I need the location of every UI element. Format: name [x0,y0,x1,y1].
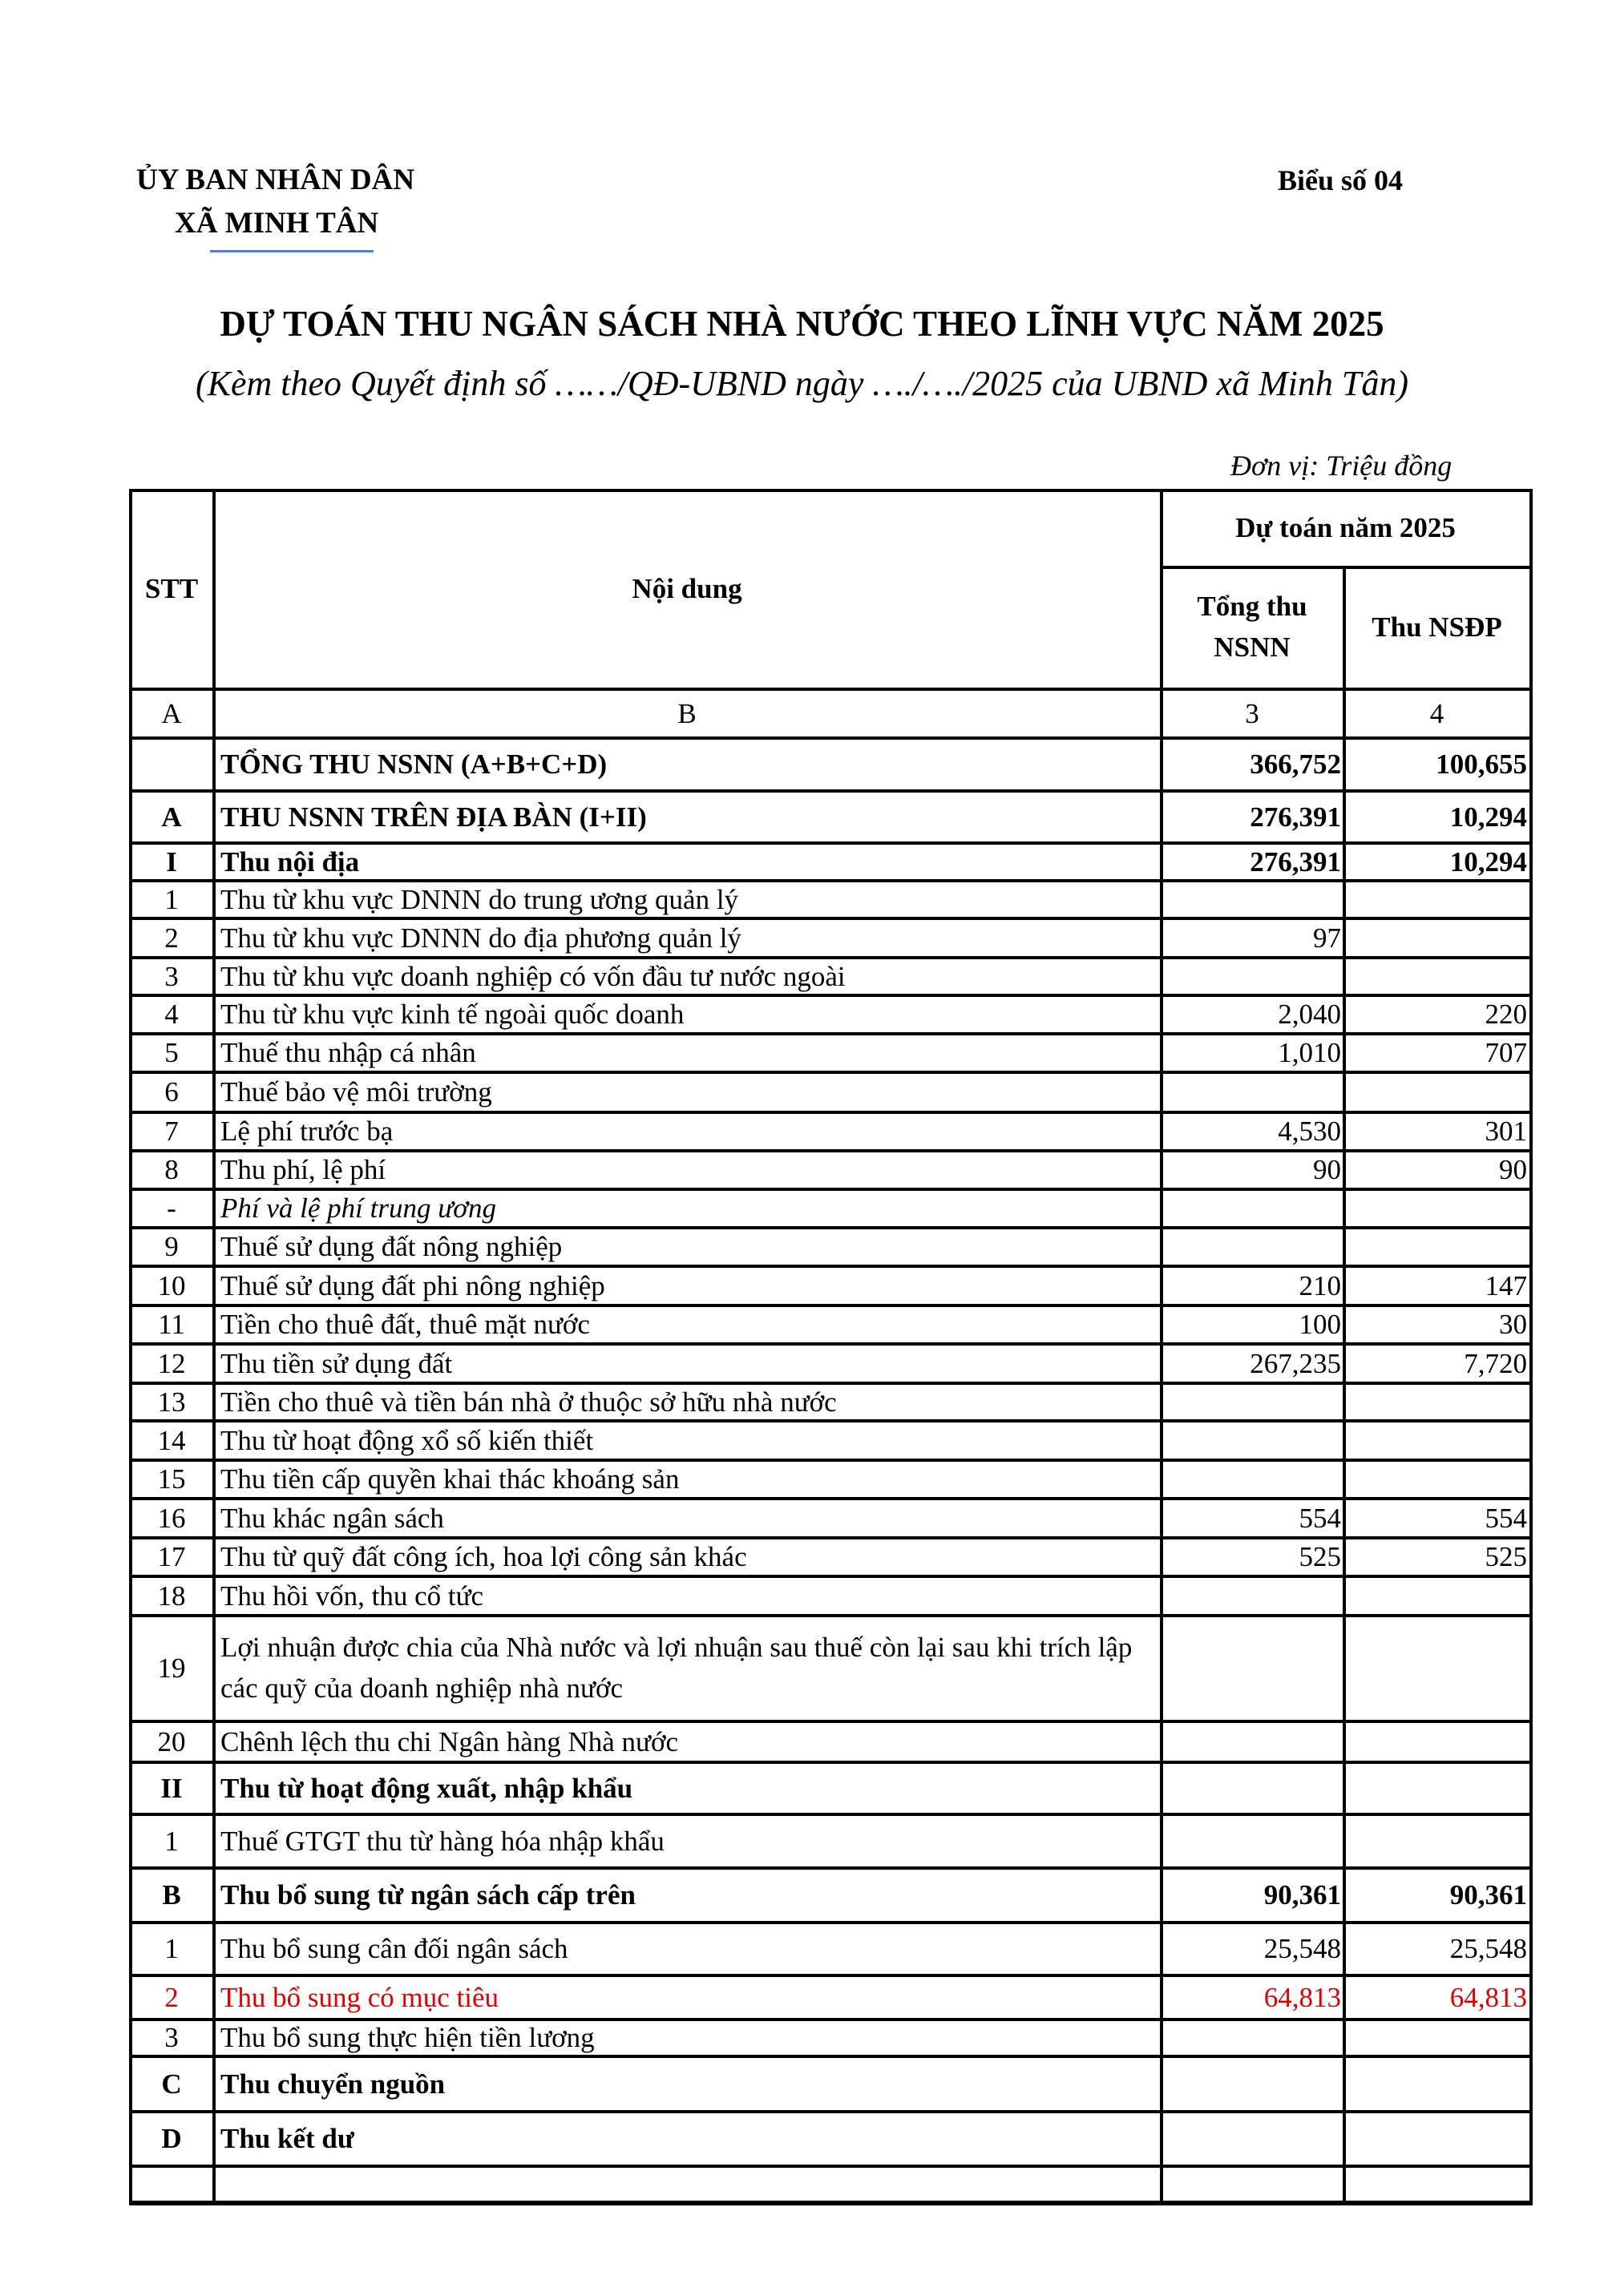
row-stt: 9 [164,1231,179,1263]
grid-hline [131,2202,1531,2205]
row-stt: 8 [164,1154,179,1186]
row-stt: - [167,1192,176,1225]
row-content: Thu từ khu vực kinh tế ngoài quốc doanh [220,999,685,1031]
row-total-value: 276,391 [1250,801,1341,833]
row-total-value [1160,2113,1341,2165]
row-total-value [1160,2168,1341,2201]
grid-hline [131,2055,1531,2058]
row-local-value [1347,882,1527,917]
row-stt: 17 [157,1541,186,1573]
row-local-value [1347,2168,1527,2201]
row-local-value [1347,2021,1527,2055]
row-content: Lệ phí trước bạ [220,1116,394,1148]
row-total-value: 90,361 [1263,1879,1341,1911]
index-total: 3 [1245,697,1259,729]
row-local-value: 90 [1499,1154,1527,1186]
row-local-value [1347,1816,1527,1866]
row-total-value: 267,235 [1250,1347,1341,1379]
grid-hline [131,1149,1531,1152]
row-content: Thu từ khu vực DNNN do địa phương quản lý [220,922,741,954]
row-total-value: 90 [1313,1154,1341,1186]
row-local-value [1347,1191,1527,1226]
row-total-value: 554 [1299,1502,1341,1534]
row-total-value [1160,1229,1341,1265]
row-total-value [1160,1074,1341,1111]
row-stt: 3 [164,2022,179,2054]
row-stt: A [161,801,182,833]
row-content: Thuế GTGT thu từ hàng hóa nhập khẩu [220,1825,665,1857]
row-stt: 14 [157,1424,186,1456]
row-total-value [1160,1764,1341,1813]
row-local-value: 10,294 [1449,801,1527,833]
row-local-value: 147 [1485,1269,1527,1301]
grid-hline [131,1111,1531,1114]
row-stt: 15 [157,1463,186,1495]
header-content: Nội dung [632,573,742,605]
row-local-value: 64,813 [1449,1981,1527,2013]
grid-hline [131,917,1531,920]
row-total-value [1160,959,1341,994]
row-total-value [1160,1617,1341,1720]
row-content: Thu tiền cấp quyền khai thác khoáng sản [220,1463,680,1495]
grid-hline [131,1761,1531,1764]
row-total-value: 2,040 [1278,999,1341,1031]
grid-hline [131,1071,1531,1074]
org-name-line1: ỦY BAN NHÂN DÂN [136,163,415,196]
grid-hline [131,1226,1531,1229]
row-local-value [1347,1723,1527,1761]
row-local-value [1347,1385,1527,1419]
row-total-value [1160,882,1341,917]
row-stt: 12 [157,1347,186,1379]
document-title: DỰ TOÁN THU NGÂN SÁCH NHÀ NƯỚC THEO LĨNH VỰC NĂM 2025 [220,304,1384,344]
header-total-revenue: Tổng thu NSNN [1197,591,1307,663]
row-total-value [1160,1816,1341,1866]
row-total-value [1160,1578,1341,1614]
row-content: Thu bổ sung có mục tiêu [220,1981,499,2013]
org-name-line2: XÃ MINH TÂN [175,207,379,240]
row-stt: 1 [164,883,179,915]
row-local-value [1347,1229,1527,1265]
row-stt: 4 [164,999,179,1031]
row-total-value [1160,1723,1341,1761]
grid-vline [212,489,216,2205]
row-content: Phí và lệ phí trung ương [220,1192,496,1225]
grid-hline [131,841,1531,845]
row-stt: I [166,845,177,878]
row-local-value [1347,1578,1527,1614]
row-total-value [1160,1462,1341,1497]
row-total-value: 64,813 [1263,1981,1341,2013]
grid-hline [131,1974,1531,1977]
row-local-value: 7,720 [1464,1347,1527,1379]
row-content: Thu bổ sung cân đối ngân sách [220,1933,568,1965]
row-stt: 16 [157,1502,186,1534]
row-stt [131,740,212,789]
row-content: Thu từ hoạt động xuất, nhập khẩu [220,1772,633,1804]
row-stt: 7 [164,1116,179,1148]
grid-hline [131,879,1531,882]
grid-hline [131,956,1531,959]
row-local-value [1347,920,1527,956]
row-content: Tiền cho thuê đất, thuê mặt nước [220,1309,590,1341]
row-stt: 5 [164,1037,179,1069]
row-stt [131,2168,212,2201]
row-content: Thuế thu nhập cá nhân [220,1037,476,1069]
row-total-value: 1,010 [1278,1037,1341,1069]
row-content: Thu từ quỹ đất công ích, hoa lợi công sản khác [220,1541,747,1573]
row-local-value: 220 [1485,999,1527,1031]
row-local-value: 100,655 [1436,749,1527,781]
form-number: Biểu số 04 [1278,164,1404,196]
row-total-value [1160,1422,1341,1459]
row-local-value [1347,2058,1527,2110]
org-underline [210,250,374,252]
row-content: Thu phí, lệ phí [220,1154,386,1186]
row-local-value: 707 [1485,1037,1527,1069]
row-total-value: 210 [1299,1269,1341,1301]
row-content: Thuế sử dụng đất nông nghiệp [220,1231,563,1263]
header-stt: STT [144,573,199,605]
row-content: Thu từ khu vực doanh nghiệp có vốn đầu tư nước ngoài [220,960,846,992]
row-content: Thuế bảo vệ môi trường [220,1076,492,1108]
row-stt: 3 [164,960,179,992]
grid-hline [131,1304,1531,1307]
row-stt: II [160,1772,183,1804]
row-local-value: 10,294 [1449,845,1527,878]
row-local-value [1347,1764,1527,1813]
grid-hline [131,789,1531,793]
row-stt: D [161,2123,182,2155]
row-content: Thu tiền sử dụng đất [220,1347,453,1379]
grid-hline [131,1813,1531,1816]
row-content: Thu kết dư [220,2123,354,2155]
row-stt: B [162,1879,181,1911]
row-local-value [1347,1074,1527,1111]
row-total-value [1160,1385,1341,1419]
row-local-value [1347,2113,1527,2165]
grid-vline [129,489,132,2205]
grid-hline [131,1614,1531,1617]
row-content: Thu bổ sung từ ngân sách cấp trên [220,1879,636,1911]
row-stt: 1 [164,1825,179,1857]
row-total-value [1160,1191,1341,1226]
row-stt: 19 [157,1652,186,1685]
row-local-value [1347,1462,1527,1497]
row-local-value: 90,361 [1449,1879,1527,1911]
grid-hline [131,1921,1531,1924]
row-stt: 11 [158,1309,185,1341]
row-local-value: 30 [1499,1309,1527,1341]
grid-hline [131,2018,1531,2021]
row-content: Thu nội địa [220,845,360,878]
row-local-value: 554 [1485,1502,1527,1534]
row-total-value: 100 [1299,1309,1341,1341]
row-content: Thu bổ sung thực hiện tiền lương [220,2022,595,2054]
header-budget-year: Dự toán năm 2025 [1235,512,1456,544]
row-content: Thu hồi vốn, thu cổ tức [220,1580,484,1612]
grid-vline [1343,566,1346,2205]
grid-hline [131,2110,1531,2113]
row-total-value: 4,530 [1278,1116,1341,1148]
index-local: 4 [1429,697,1444,729]
row-stt: 20 [157,1725,186,1757]
document-subtitle: (Kèm theo Quyết định số ……/QĐ-UBND ngày …./…./2025 của UBND xã Minh Tân) [196,364,1408,403]
unit-label: Đơn vị: Triệu đồng [1230,450,1452,482]
grid-hline [131,1382,1531,1385]
row-total-value [1160,2021,1341,2055]
grid-hline [131,489,1531,492]
row-content: TỔNG THU NSNN (A+B+C+D) [220,749,608,781]
row-total-value [1160,2058,1341,2110]
grid-hline [131,1032,1531,1035]
grid-hline [1162,566,1531,569]
row-stt: C [161,2068,182,2100]
header-local-revenue: Thu NSĐP [1372,611,1502,644]
row-total-value: 276,391 [1250,845,1341,878]
grid-hline [131,1575,1531,1578]
row-content: Thu chuyển nguồn [220,2068,446,2100]
grid-hline [131,1342,1531,1346]
row-content: Thu từ khu vực DNNN do trung ương quản lý [220,883,739,915]
row-stt: 13 [157,1386,186,1418]
row-stt: 10 [157,1269,186,1301]
row-content: Tiền cho thuê và tiền bán nhà ở thuộc sở hữu nhà nước [220,1386,837,1418]
grid-hline [131,1536,1531,1539]
row-content: Thu khác ngân sách [220,1502,444,1534]
grid-hline [131,1459,1531,1462]
grid-hline [131,1497,1531,1500]
grid-vline [1160,489,1163,2205]
row-stt: 2 [164,922,179,954]
row-total-value: 366,752 [1250,749,1341,781]
grid-hline [131,1188,1531,1191]
row-stt: 6 [164,1076,179,1108]
index-content: B [677,697,697,729]
grid-hline [131,994,1531,997]
row-content: Lợi nhuận được chia của Nhà nước và lợi nhuận sau thuế còn lại sau khi trích lập các quỹ của doanh nghiệp nhà nước [220,1632,1133,1704]
row-content [220,2168,1150,2201]
row-local-value [1347,959,1527,994]
row-local-value: 25,548 [1449,1933,1527,1965]
row-total-value: 525 [1299,1541,1341,1573]
grid-hline [131,688,1531,691]
row-local-value [1347,1422,1527,1459]
row-content: Thuế sử dụng đất phi nông nghiệp [220,1269,605,1301]
row-local-value [1347,1617,1527,1720]
row-local-value: 301 [1485,1116,1527,1148]
grid-vline [1529,489,1533,2205]
row-total-value: 97 [1313,922,1341,954]
row-total-value: 25,548 [1263,1933,1341,1965]
row-content: Thu từ hoạt động xổ số kiến thiết [220,1424,594,1456]
row-content: THU NSNN TRÊN ĐỊA BÀN (I+II) [220,801,647,833]
row-stt: 1 [164,1933,179,1965]
row-local-value: 525 [1485,1541,1527,1573]
row-stt: 2 [164,1981,179,2013]
grid-hline [131,1265,1531,1268]
grid-hline [131,1866,1531,1870]
index-stt: A [161,697,182,729]
grid-hline [131,2165,1531,2168]
grid-hline [131,1720,1531,1723]
grid-hline [131,1419,1531,1422]
grid-hline [131,736,1531,740]
row-stt: 18 [157,1580,186,1612]
row-content: Chênh lệch thu chi Ngân hàng Nhà nước [220,1725,679,1757]
